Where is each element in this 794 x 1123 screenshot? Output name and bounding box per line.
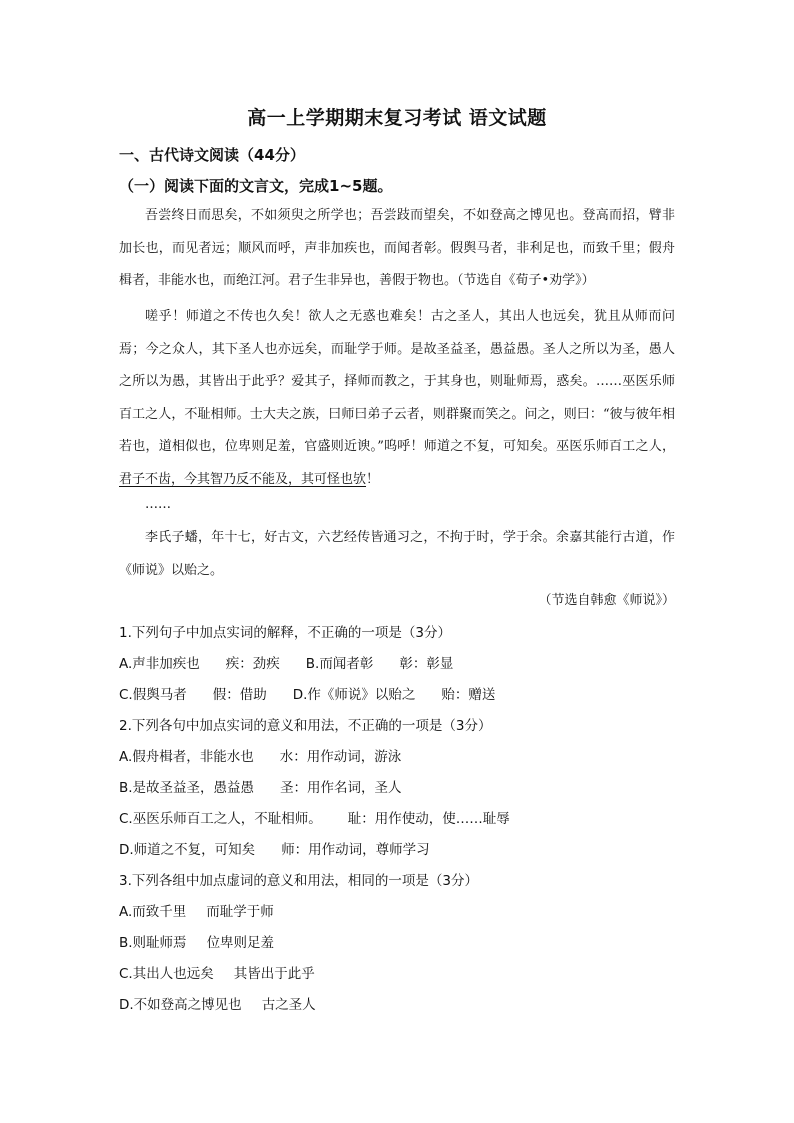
- passage-paragraph-2-end: ！: [366, 471, 380, 487]
- option-a-note: 疾：劲疾: [225, 656, 280, 672]
- question-option: [119, 928, 679, 959]
- option-text: C.其出人也远矣: [119, 966, 214, 982]
- subsection-heading: （一）阅读下面的文言文，完成1~5题。: [119, 177, 393, 195]
- question-option-row: [119, 680, 679, 711]
- section-heading: 一、古代诗文阅读（44分）: [119, 146, 305, 164]
- option-text: D.师道之不复，可知矣: [119, 842, 256, 858]
- option-text: B.是故圣益圣，愚益愚: [119, 780, 255, 796]
- option-note: 位卑则足羞: [206, 935, 275, 951]
- option-text: D.不如登高之博见也: [119, 997, 242, 1013]
- question-stem: 3.下列各组中加点虚词的意义和用法，相同的一项是（3分）: [119, 873, 478, 889]
- option-text: A.而致千里: [119, 904, 187, 920]
- passage-paragraph-2-text: 嗟乎！师道之不传也久矣！欲人之无惑也难矣！古之圣人，其出人也远矣，犹且从师而问焉；今之众人，其下圣人也亦远矣，而耻学于师。是故圣益圣，愚益愚。圣人之所以为圣，愚人之所以为愚，其皆出于此乎？爱其子，择师而教之，于其身也，则耻师焉，惑矣。……巫医乐师百工之人，不耻相师。士大夫之族，曰师曰弟子云者，则群聚而笑之。问之，则曰：“彼与彼年相若也，道相似也，位卑则足羞，官盛则近谀。”呜呼！师道之不复，可知矣。巫医乐师百工之人，: [119, 309, 675, 454]
- question-option: [119, 835, 679, 866]
- passage-source: （节选自韩愈《师说》）: [538, 593, 675, 608]
- question-option: [119, 804, 679, 835]
- option-note: 古之圣人: [261, 997, 316, 1013]
- question-option: [119, 990, 679, 1021]
- passage-paragraph-2: [119, 301, 675, 496]
- passage-paragraph-1: 吾尝终日而思矣，不如须臾之所学也；吾尝跂而望矣，不如登高之博见也。登高而招，臂非加长也，而见者远；顺风而呼，声非加疾也，而闻者彰。假舆马者，非利足也，而致千里；假舟楫者，非能水也，而绝江河。君子生非异也，善假于物也。（节选自《荀子•劝学》）: [119, 208, 675, 288]
- question-option: [119, 742, 679, 773]
- option-note: 而耻学于师: [206, 904, 274, 920]
- option-note: 师：用作动词，尊师学习: [281, 842, 430, 858]
- option-b-note: 彰：彰显: [399, 656, 454, 672]
- option-d-text: D.作《师说》以贻之: [292, 687, 416, 703]
- option-a-text: A.声非加疾也: [119, 656, 200, 672]
- passage-ellipsis: ……: [145, 497, 171, 512]
- question-option: [119, 959, 679, 990]
- passage-paragraph-3: 李氏子蟠，年十七，好古文，六艺经传皆通习之，不拘于时，学于余。余嘉其能行古道，作《师说》以贻之。: [119, 530, 675, 578]
- option-note: 圣：用作名词，圣人: [280, 780, 402, 796]
- underlined-sentence: 君子不齿，今其智乃反不能及，其可怪也欤: [119, 471, 367, 487]
- option-b-text: B.而闻者彰: [305, 656, 374, 672]
- question-option: [119, 897, 679, 928]
- option-text: A.假舟楫者，非能水也: [119, 749, 254, 765]
- option-text: B.则耻师焉: [119, 935, 187, 951]
- question-stem: 1.下列句子中加点实词的解释，不正确的一项是（3分）: [119, 625, 451, 641]
- question-stem: 2.下列各句中加点实词的意义和用法，不正确的一项是（3分）: [119, 718, 492, 734]
- option-c-note: 假：借助: [212, 687, 267, 703]
- option-note: 耻：用作使动，使……耻辱: [347, 811, 510, 827]
- option-text: C.巫医乐师百工之人，不耻相师。: [119, 811, 322, 827]
- option-note: 水：用作动词，游泳: [279, 749, 402, 765]
- question-option-row: [119, 649, 679, 680]
- option-d-note: 贻：赠送: [441, 687, 496, 703]
- option-c-text: C.假舆马者: [119, 687, 187, 703]
- question-option: [119, 773, 679, 804]
- option-note: 其皆出于此乎: [233, 966, 315, 982]
- page-title: 高一上学期期末复习考试 语文试题: [247, 107, 547, 129]
- questions-list: [119, 618, 679, 1021]
